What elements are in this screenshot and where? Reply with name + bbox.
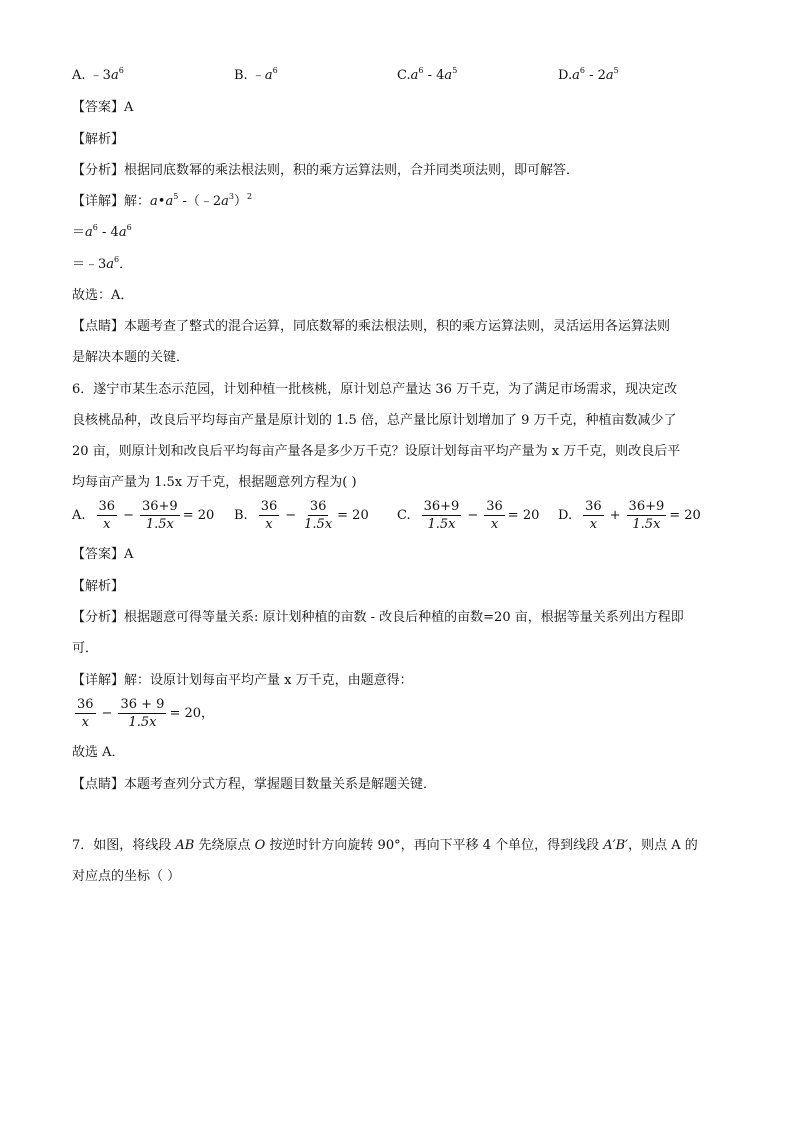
q5-choose: 故选：A． — [72, 288, 134, 303]
q6-analysis-line1: 【分析】根据题意可得等量关系: 原计划种植的亩数 - 改良后种植的亩数=20 亩，根据等量关系列出方程即 — [72, 610, 684, 625]
q6-answer: 【答案】A — [72, 547, 134, 562]
q6-stem-line1: 6．遂宁市某生态示范园，计划种植一批核桃，原计划总产量达 36 万千克，为了满足市场需求，现决定改 — [72, 382, 678, 397]
q5-option-b: B. $﹣a^6$ — [234, 66, 278, 83]
q5-comment-line1: 【点睛】本题考查了整式的混合运算，同底数幂的乘法根法则，积的乘方运算法则，灵活运用各运算法则 — [72, 319, 671, 334]
q6-option-d: D. $\frac{36}{x}$ + $\frac{36+9}{1.5x}$ = 20 — [558, 499, 701, 532]
q5-detail: 【详解】解：$a•a^5$ $-(﹣2a^3)^2$ — [72, 192, 253, 209]
q6-jiexi: 【解析】 — [72, 579, 125, 594]
q5-jiexi: 【解析】 — [72, 132, 125, 147]
q5-step1: $=a^6 - 4a^6$ — [72, 223, 132, 240]
q7-stem-line2: 对应点的坐标（ ） — [72, 869, 181, 884]
q6-comment: 【点睛】本题考查列分式方程，掌握题目数量关系是解题关键． — [72, 777, 437, 792]
q6-option-c: C. $\frac{36+9}{1.5x}$ − $\frac{36}{x}$ = 20 — [397, 499, 540, 532]
q5-analysis: 【分析】根据同底数幂的乘法根法则，积的乘方运算法则，合并同类项法则，即可解答． — [72, 163, 580, 178]
q5-option-c: $C.a^6 - 4a^5$ — [397, 66, 458, 83]
q6-stem-line3: 20 亩，则原计划和改良后平均每亩产量各是多少万千克？设原计划每亩平均产量为 x 万千克，则改良后平 — [72, 444, 681, 459]
q5-answer: 【答案】A — [72, 100, 134, 115]
q6-equation: $\frac{36}{x}$ − $\frac{36 + 9}{1.5x}$ = 20， — [77, 697, 215, 730]
q5-option-d: $D.a^6 - 2a^5$ — [558, 66, 619, 83]
q6-option-a: A. $\frac{36}{x}$ − $\frac{36+9}{1.5x}$ = 20 — [72, 499, 215, 532]
q7-stem-line1: 7．如图，将线段 AB 先绕原点 O 按逆时针方向旋转 90°，再向下平移 4 个单位，得到线段 A′B′，则点 A 的 — [72, 838, 698, 853]
q6-stem-line4: 均每亩产量为 1.5x 万千克，根据题意列方程为( ) — [72, 475, 357, 490]
q6-option-b: B. $\frac{36}{x}$ − $\frac{36}{1.5x}$ = 20 — [234, 499, 369, 532]
q6-detail: 【详解】解：设原计划每亩平均产量 x 万千克，由题意得： — [72, 673, 413, 688]
q5-comment-line2: 是解决本题的关键． — [72, 350, 190, 365]
q6-stem-line2: 良核桃品种，改良后平均每亩产量是原计划的 1.5 倍，总产量比原计划增加了 9 万千克，种植亩数减少了 — [72, 413, 677, 428]
q5-step2: $=﹣3a^6$． — [72, 255, 133, 272]
q6-choose: 故选 A． — [72, 745, 125, 760]
q5-option-a: A. $﹣3a^6$ — [72, 66, 124, 83]
q6-analysis-line2: 可． — [72, 641, 99, 656]
